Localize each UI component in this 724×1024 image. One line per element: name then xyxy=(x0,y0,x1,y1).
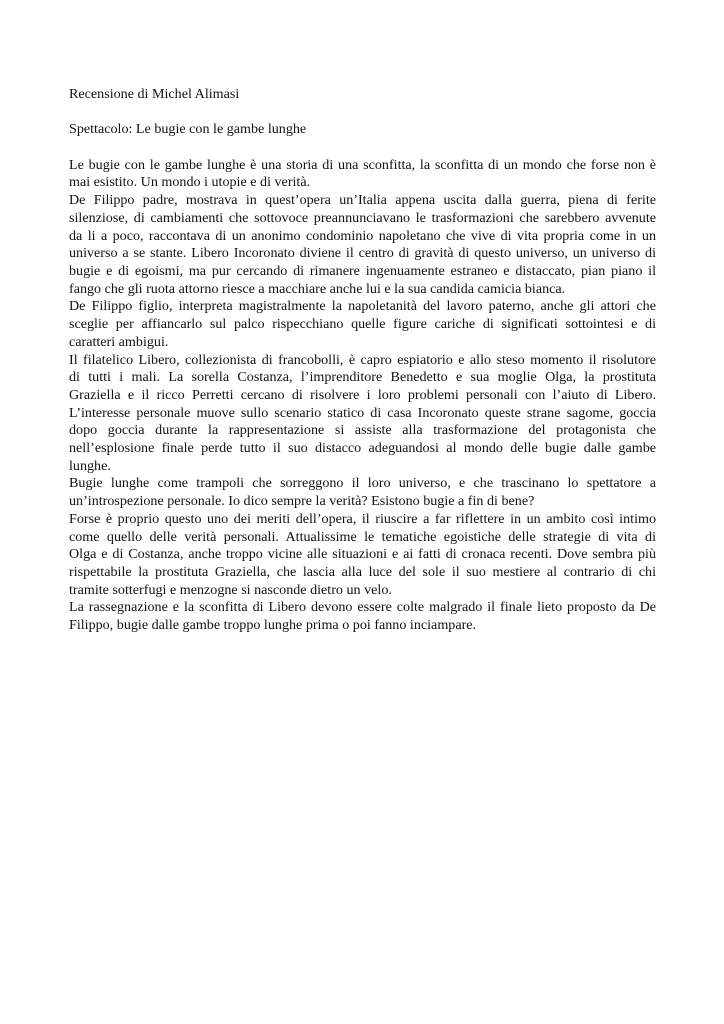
paragraph-line: mai esistito. Un mondo i utopie e di verità. xyxy=(69,174,311,191)
paragraph-line: Bugie lunghe come trampoli che sorreggono il loro universo, e che trascinano lo spettatore a xyxy=(69,475,656,492)
body-paragraph xyxy=(69,599,656,634)
paragraph-line: lunghe. xyxy=(69,457,111,474)
paragraph-line: di tutti i mali. La sorella Costanza, l’imprenditore Benedetto e sua moglie Olga, la prostituta xyxy=(69,369,656,386)
paragraph-line: Olga e di Costanza, anche troppo vicine alle situazioni e ai fatti di cronaca recenti. Dove sembra più xyxy=(69,546,656,563)
body-paragraph xyxy=(69,192,656,298)
body-paragraph xyxy=(69,475,656,510)
paragraph-line: rispettabile la prostituta Graziella, che lascia alla luce del sole il suo mestiere al contrario di chi xyxy=(69,563,656,580)
paragraph-line: un’introspezione personale. Io dico sempre la verità? Esistono bugie a fin di bene? xyxy=(69,493,535,510)
body-paragraph xyxy=(69,352,656,476)
paragraph-line: silenziose, di cambiamenti che sottovoce preannunciavano le trasformazioni che sarebbero avvenute xyxy=(69,209,656,226)
show-title-line: Spettacolo: Le bugie con le gambe lunghe xyxy=(69,121,307,138)
review-body xyxy=(69,157,656,635)
paragraph-line: tramite sotterfugi e menzogne si nasconde dietro un velo. xyxy=(69,581,392,598)
paragraph-line: Forse è proprio questo uno dei meriti dell’opera, il riuscire a far riflettere in un ambito così intimo xyxy=(69,510,656,527)
spacer xyxy=(69,104,656,122)
paragraph-line: bugie e di egoismi, ma pur cercando di rimanere ingenuamente estraneo e distaccato, pian piano il xyxy=(69,263,656,279)
document-page xyxy=(69,86,656,635)
paragraph-line: dopo goccia durante la rappresentazione si assiste alla trasformazione del protagonista che xyxy=(69,422,656,439)
body-paragraph xyxy=(69,298,656,351)
body-paragraph xyxy=(69,511,656,600)
body-paragraph xyxy=(69,157,656,192)
paragraph-line: Il filatelico Libero, collezionista di francobolli, è capro espiatorio e allo steso momento il risolutore xyxy=(69,351,656,368)
paragraph-line: Graziella e il ricco Perretti cercano di risolvere i loro problemi personali con l’aiuto di Libero. xyxy=(69,386,656,403)
paragraph-line: nell’esplosione finale perde tutto il suo distacco adeguandosi al mondo delle bugie dalle gambe xyxy=(69,440,656,457)
paragraph-line: L’interesse personale muove sullo scenario statico di casa Incoronato queste strane sagome, goccia xyxy=(69,404,656,421)
paragraph-line: fango che gli ruota attorno riesce a macchiare anche lui e la sua candida camicia bianca. xyxy=(69,280,566,297)
paragraph-line: sceglie per affiancarlo sul palco rispecchiano quelle figure cariche di significati sottointesi e di xyxy=(69,316,656,333)
review-author-line: Recensione di Michel Alimasi xyxy=(69,86,240,102)
paragraph-line: Le bugie con le gambe lunghe è una storia di una sconfitta, la sconfitta di un mondo che forse non è xyxy=(69,156,656,173)
paragraph-line: Filippo, bugie dalle gambe troppo lunghe prima o poi fanno inciampare. xyxy=(69,617,477,634)
spacer xyxy=(69,139,656,157)
paragraph-line: da li a poco, raccontava di un anonimo condominio napoletano che vive di vita propria come in un xyxy=(69,227,656,244)
paragraph-line: caratteri ambigui. xyxy=(69,333,169,350)
paragraph-line: De Filippo padre, mostrava in quest’opera un’Italia appena uscita dalla guerra, piena di ferite xyxy=(69,192,656,209)
paragraph-line: La rassegnazione e la sconfitta di Libero devono essere colte malgrado il finale lieto proposto da De xyxy=(69,599,656,616)
paragraph-line: universo a se stante. Libero Incoronato diviene il centro di gravità di questo universo, un universo di xyxy=(69,245,656,262)
paragraph-line: De Filippo figlio, interpreta magistralmente la napoletanità del lavoro paterno, anche gli attori che xyxy=(69,298,656,315)
paragraph-line: come quello delle verità personali. Attualissime le tematiche egoistiche delle strategie di vita di xyxy=(69,528,656,545)
